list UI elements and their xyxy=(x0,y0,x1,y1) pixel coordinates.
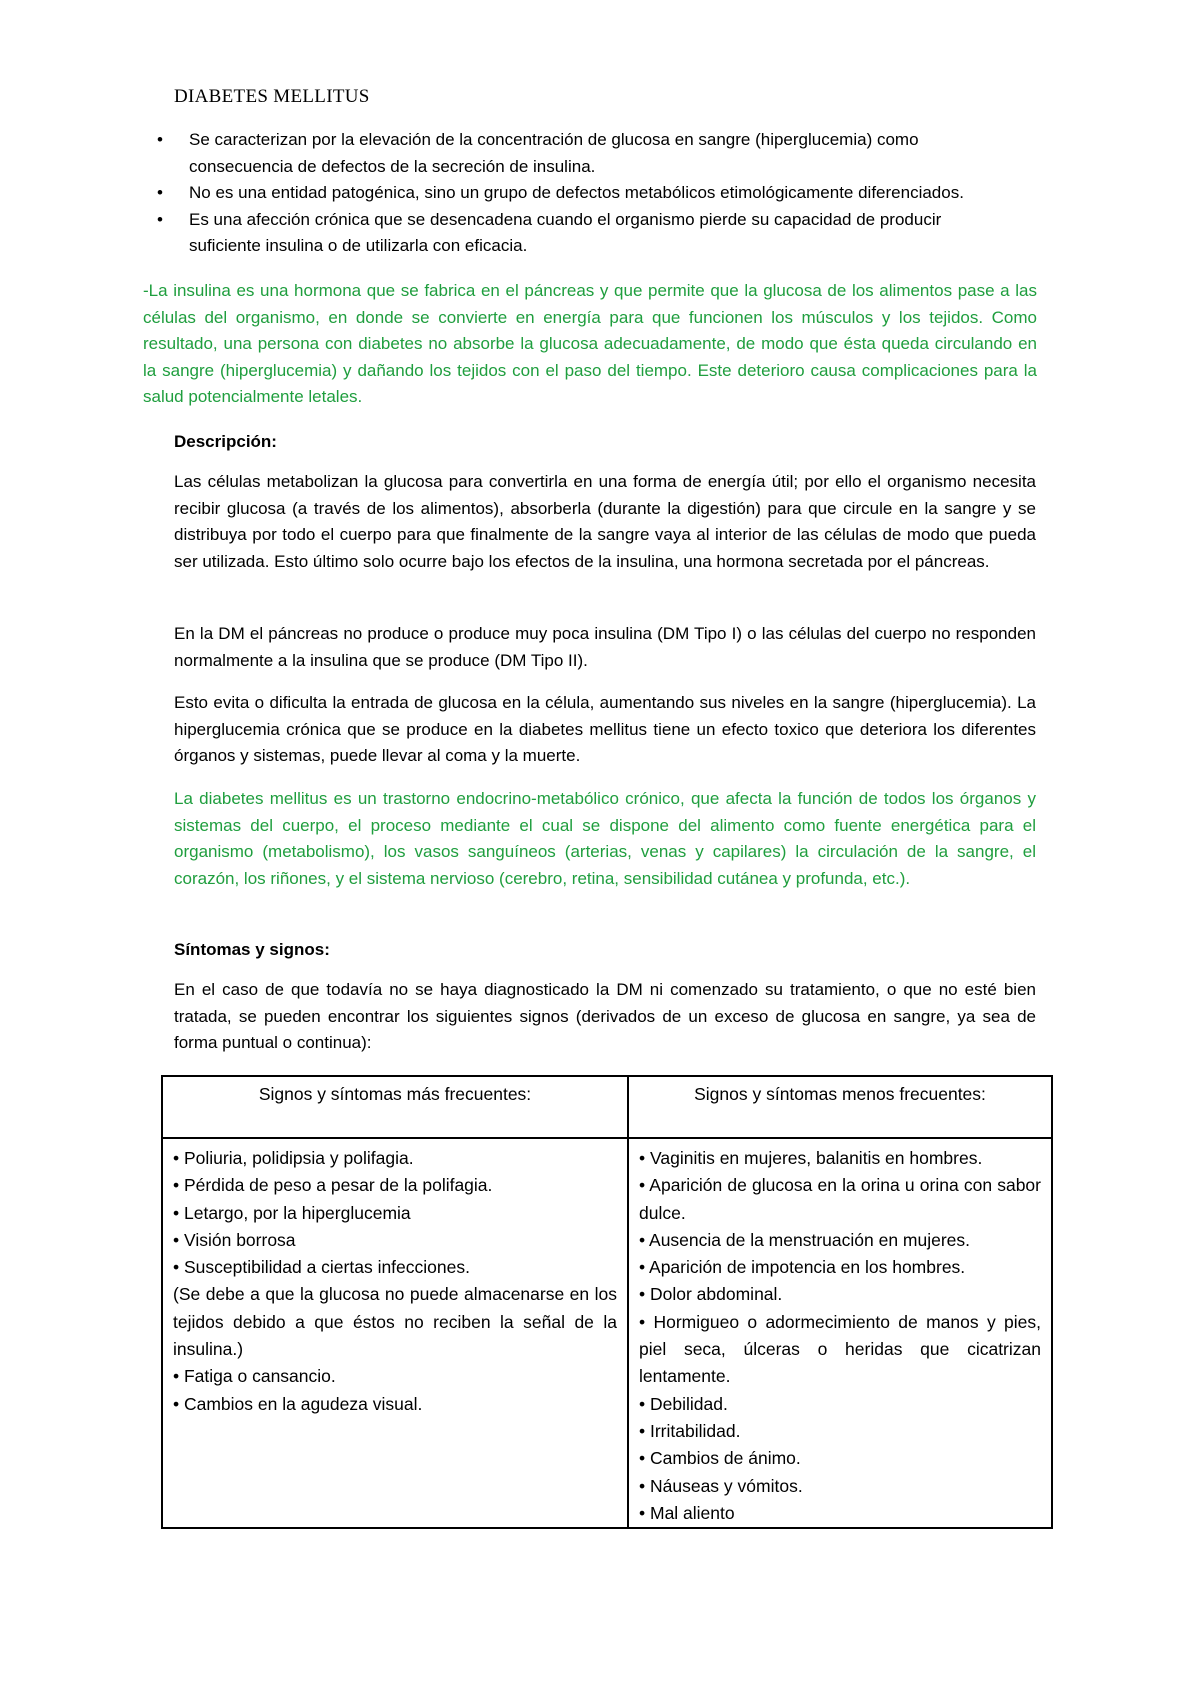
sintomas-heading: Síntomas y signos: xyxy=(174,940,330,959)
bullet-item xyxy=(157,180,1037,207)
list-item: • Letargo, por la hiperglucemia xyxy=(173,1202,411,1223)
list-item: • Fatiga o cansancio. xyxy=(173,1366,336,1387)
list-item: • Mal aliento xyxy=(639,1502,735,1523)
frequent-cell xyxy=(162,1138,628,1528)
table-row xyxy=(162,1138,1052,1528)
descripcion-paragraph-2: En la DM el páncreas no produce o produce muy poca insulina (DM Tipo I) o las células del cuerpo no responden normalmente a la insulina que se produce (DM Tipo II). xyxy=(174,624,1036,670)
list-item: • Hormigueo o adormecimiento de manos y pies, piel seca, úlceras o heridas que cicatrizan lentamente. xyxy=(639,1311,1041,1387)
list-item: • Náuseas y vómitos. xyxy=(639,1475,803,1496)
header-less-frequent: Signos y síntomas menos frecuentes: xyxy=(628,1076,1052,1138)
bullet-item xyxy=(157,207,1037,260)
bullet-text-line1: Se caracterizan por la elevación de la concentración de glucosa en sangre (hiperglucemia) como xyxy=(189,130,919,149)
list-item: • Visión borrosa xyxy=(173,1229,296,1250)
table-header-row xyxy=(162,1076,1052,1138)
bullet-text-line1: Es una afección crónica que se desencadena cuando el organismo pierde su capacidad de producir xyxy=(189,209,942,229)
list-item: • Pérdida de peso a pesar de la polifagia. xyxy=(173,1175,493,1196)
list-item: • Debilidad. xyxy=(639,1393,728,1414)
bullet-icon: • xyxy=(157,183,163,202)
list-item: • Vaginitis en mujeres, balanitis en hombres. xyxy=(639,1148,983,1168)
descripcion-paragraph-1: Las células metabolizan la glucosa para convertirla en una forma de energía útil; por ello el organismo necesita recibir glucosa (a través de los alimentos), absorberla (durante la digestión) para que circule en la sangre y se distribuya por todo el cuerpo para que finalmente de la sangre vaya al interior de las células de modo que pueda ser utilizada. Esto último solo ocurre bajo los efectos de la insulina, una hormona secretada por el páncreas. xyxy=(174,472,1036,571)
less-frequent-cell xyxy=(628,1138,1052,1528)
document-title: DIABETES MELLITUS xyxy=(174,86,370,107)
sintomas-intro-paragraph: En el caso de que todavía no se haya diagnosticado la DM ni comenzado su tratamiento, o que no esté bien tratada, se pueden encontrar los siguientes signos (derivados de un exceso de glucosa en sangre, ya sea de forma puntual o continua): xyxy=(174,980,1036,1052)
insulin-intro-paragraph: -La insulina es una hormona que se fabrica en el páncreas y que permite que la glucosa de los alimentos pase a las células del organismo, en donde se convierte en energía para que funcionen los músculos y los tejidos. Como resultado, una persona con diabetes no absorbe la glucosa adecuadamente, de modo que ésta queda circulando en la sangre (hiperglucemia) y dañando los tejidos con el paso del tiempo. Este deterioro causa complicaciones para la salud potencialmente letales. xyxy=(143,281,1037,406)
list-item: • Ausencia de la menstruación en mujeres. xyxy=(639,1229,971,1250)
definition-bullet-list xyxy=(157,127,1037,260)
bullet-icon: • xyxy=(157,130,163,149)
list-item: • Cambios en la agudeza visual. xyxy=(173,1393,423,1414)
list-item: • Irritabilidad. xyxy=(639,1420,741,1441)
frequent-list xyxy=(173,1145,617,1418)
header-frequent: Signos y síntomas más frecuentes: xyxy=(162,1076,628,1138)
list-item: • Susceptibilidad a ciertas infecciones. xyxy=(173,1257,470,1278)
bullet-text-line1: No es una entidad patogénica, sino un grupo de defectos metabólicos etimológicamente diferenciados. xyxy=(189,183,964,202)
bullet-icon: • xyxy=(157,209,163,229)
list-item: • Poliuria, polidipsia y polifagia. xyxy=(173,1148,414,1168)
list-item: • Aparición de glucosa en la orina u orina con sabor dulce. xyxy=(639,1175,1041,1223)
bullet-text-line2: consecuencia de defectos de la secreción de insulina. xyxy=(189,156,596,176)
less-frequent-list xyxy=(639,1145,1041,1527)
symptoms-table xyxy=(161,1075,1053,1529)
descripcion-paragraph-3: Esto evita o dificulta la entrada de glucosa en la célula, aumentando sus niveles en la sangre (hiperglucemia). La hiperglucemia crónica que se produce en la diabetes mellitus tiene un efecto toxico que deteriora los diferentes órganos y sistemas, puede llevar al coma y la muerte. xyxy=(174,693,1036,765)
list-item: • Cambios de ánimo. xyxy=(639,1448,801,1469)
list-item: • Dolor abdominal. xyxy=(639,1284,783,1305)
descripcion-paragraph-4: La diabetes mellitus es un trastorno endocrino-metabólico crónico, que afecta la función de todos los órganos y sistemas del cuerpo, el proceso mediante el cual se dispone del alimento como fuente energética para el organismo (metabolismo), los vasos sanguíneos (arterias, venas y capilares) la circulación de la sangre, el corazón, los riñones, y el sistema nervioso (cerebro, retina, sensibilidad cutánea y profunda, etc.). xyxy=(174,789,1036,888)
bullet-text-line2: suficiente insulina o de utilizarla con eficacia. xyxy=(189,236,528,255)
descripcion-heading: Descripción: xyxy=(174,432,277,451)
bullet-item xyxy=(157,127,1037,180)
list-item: • Aparición de impotencia en los hombres. xyxy=(639,1257,966,1278)
list-item: (Se debe a que la glucosa no puede almacenarse en los tejidos debido a que éstos no reciben la señal de la insulina.) xyxy=(173,1284,617,1360)
